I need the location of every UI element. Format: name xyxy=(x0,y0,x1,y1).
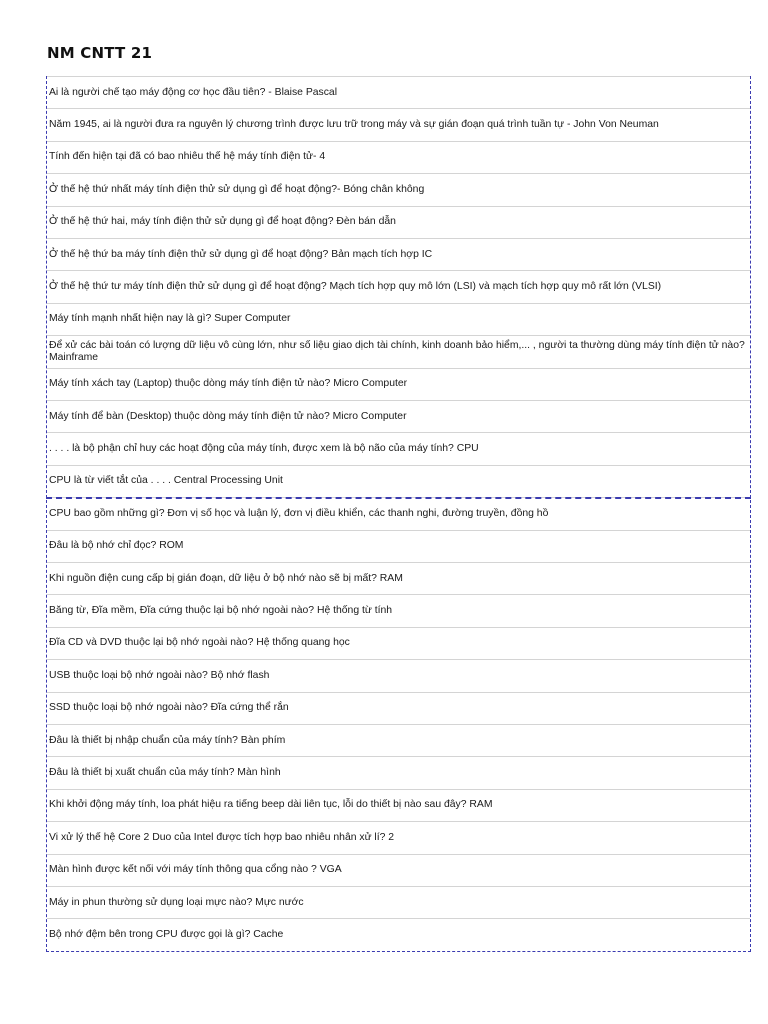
question-text: Máy tính xách tay (Laptop) thuộc dòng máy tính điện tử nào? Micro Computer xyxy=(49,378,408,390)
question-text: Màn hình được kết nối với máy tính thông qua cổng nào ? VGA xyxy=(49,864,342,876)
question-row xyxy=(47,821,750,853)
page-break-line xyxy=(46,497,751,499)
question-text: Đĩa CD và DVD thuộc lại bộ nhớ ngoài nào? Hệ thống quang học xyxy=(49,637,350,649)
question-row xyxy=(47,789,750,821)
question-row xyxy=(47,627,750,659)
question-text: CPU là từ viết tắt của . . . . Central Processing Unit xyxy=(49,475,283,487)
question-row xyxy=(47,594,750,626)
question-row xyxy=(47,108,750,140)
question-text: CPU bao gồm những gì? Đơn vị số học và luận lý, đơn vị điều khiển, các thanh nghi, đường truyền, đồng hồ xyxy=(49,507,549,519)
question-row xyxy=(47,886,750,918)
question-text: Khi khởi động máy tính, loa phát hiệu ra tiếng beep dài liên tục, lỗi do thiết bị nào sau đây? RAM xyxy=(49,799,493,811)
question-row xyxy=(47,465,750,497)
question-row xyxy=(47,303,750,335)
question-text: Tính đến hiện tại đã có bao nhiêu thế hệ máy tính điện tử- 4 xyxy=(49,151,326,163)
question-text: Ở thế hệ thứ nhất máy tính điện thử sử dụng gì để hoạt động?- Bóng chân không xyxy=(49,183,425,195)
question-row xyxy=(47,724,750,756)
question-row xyxy=(47,238,750,270)
question-text: Băng từ, Đĩa mềm, Đĩa cứng thuộc lại bộ nhớ ngoài nào? Hệ thống từ tính xyxy=(49,605,393,617)
question-row xyxy=(47,335,750,367)
question-text: Vi xử lý thế hệ Core 2 Duo của Intel được tích hợp bao nhiêu nhân xử lí? 2 xyxy=(49,831,395,843)
question-text: Khi nguồn điện cung cấp bị gián đoạn, dữ liệu ở bộ nhớ nào sẽ bị mất? RAM xyxy=(49,572,403,584)
question-text: . . . . là bộ phận chỉ huy các hoạt động của máy tính, được xem là bộ não của máy tính? CPU xyxy=(49,443,479,455)
question-row xyxy=(47,692,750,724)
question-text: Năm 1945, ai là người đưa ra nguyên lý chương trình được lưu trữ trong máy và sự gián đoạn quá trình tuần tự - John Von Neuman xyxy=(49,119,659,131)
question-row xyxy=(47,659,750,691)
question-row xyxy=(47,141,750,173)
question-text: Đâu là bộ nhớ chỉ đọc? ROM xyxy=(49,540,184,552)
question-text: Để xử các bài toán có lượng dữ liệu vô cùng lớn, như số liệu giao dịch tài chính, kinh doanh bảo hiểm,... , người ta thường dùng máy tính điện tử nào? Mainframe xyxy=(49,339,745,363)
question-text: Bộ nhớ đệm bên trong CPU được gọi là gì? Cache xyxy=(49,929,284,941)
question-row xyxy=(47,173,750,205)
question-row xyxy=(47,918,750,950)
question-text: Đâu là thiết bị xuất chuẩn của máy tính? Màn hình xyxy=(49,767,281,779)
question-text: SSD thuộc loại bộ nhớ ngoài nào? Đĩa cứng thể rắn xyxy=(49,702,289,714)
question-text: Đâu là thiết bị nhập chuẩn của máy tính? Bàn phím xyxy=(49,734,286,746)
question-text: USB thuộc loại bộ nhớ ngoài nào? Bộ nhớ flash xyxy=(49,669,270,681)
question-row xyxy=(47,562,750,594)
question-row xyxy=(47,432,750,464)
question-sheet xyxy=(46,76,751,952)
question-text: Ai là người chế tạo máy động cơ học đầu tiên? - Blaise Pascal xyxy=(49,86,338,98)
question-row xyxy=(47,76,750,108)
question-text: Ở thế hệ thứ ba máy tính điện thử sử dụng gì để hoạt động? Bản mạch tích hợp IC xyxy=(49,248,433,260)
question-text: Máy in phun thường sử dụng loại mực nào? Mực nước xyxy=(49,896,304,908)
question-row xyxy=(47,530,750,562)
question-row xyxy=(47,400,750,432)
question-row xyxy=(47,497,750,529)
question-text: Ở thế hệ thứ tư máy tính điện thử sử dụng gì để hoạt động? Mạch tích hợp quy mô lớn (LSI) và mạch tích hợp quy mô rất lớn (VLSI) xyxy=(49,281,662,293)
question-row xyxy=(47,270,750,302)
question-text: Máy tính mạnh nhất hiện nay là gì? Super Computer xyxy=(49,313,291,325)
question-row xyxy=(47,854,750,886)
question-row xyxy=(47,756,750,788)
question-text: Ở thế hệ thứ hai, máy tính điện thử sử dụng gì để hoạt động? Đèn bán dẫn xyxy=(49,216,396,228)
question-row xyxy=(47,206,750,238)
question-row xyxy=(47,368,750,400)
question-text: Máy tính để bàn (Desktop) thuộc dòng máy tính điện tử nào? Micro Computer xyxy=(49,410,407,422)
page-title: NM CNTT 21 xyxy=(47,44,153,62)
